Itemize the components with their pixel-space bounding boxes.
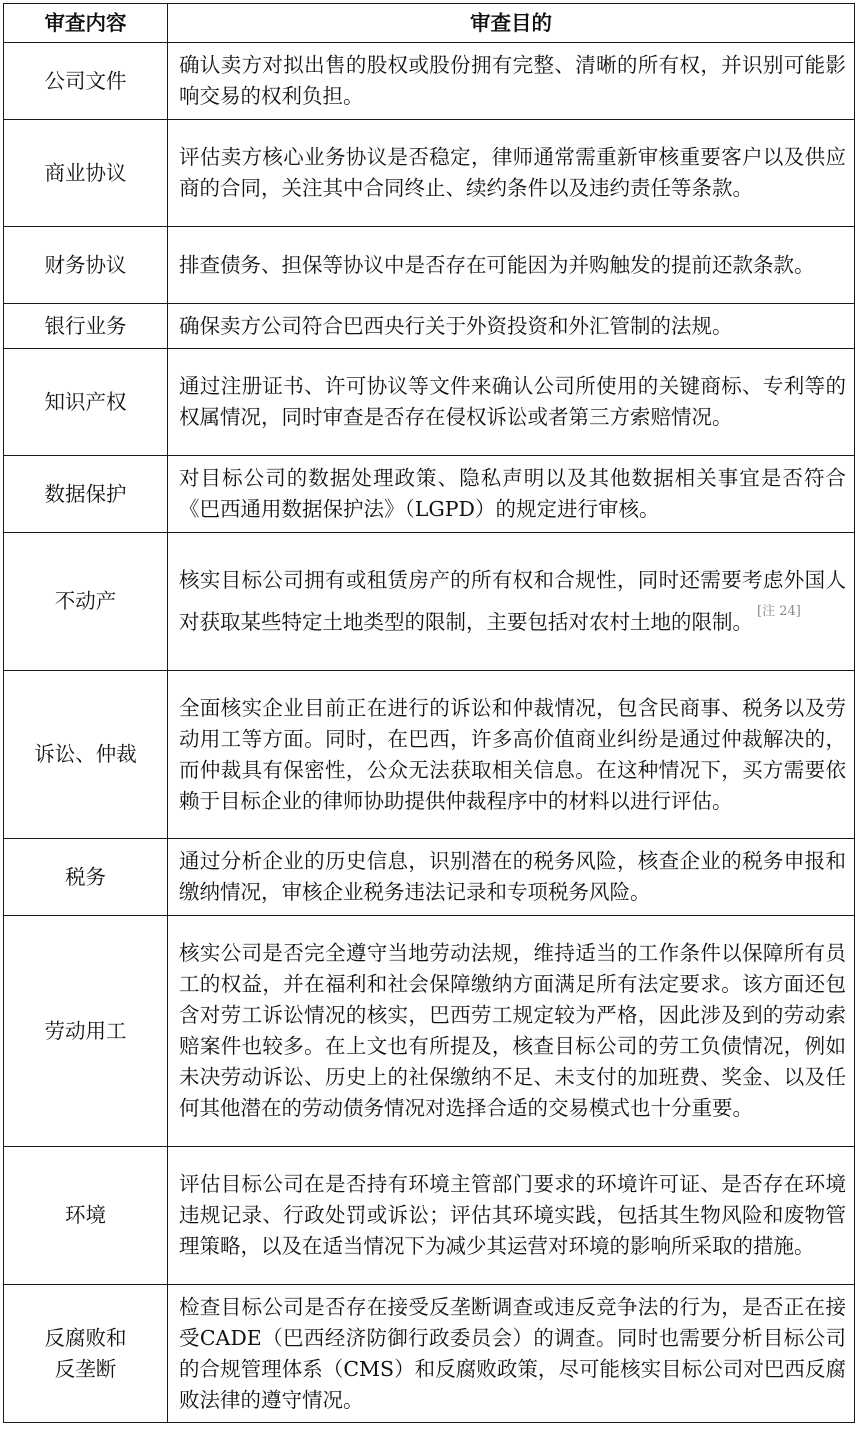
table-row: [4, 304, 855, 349]
row-purpose: 确认卖方对拟出售的股权或股份拥有完整、清晰的所有权，并识别可能影响交易的权利负担。: [168, 43, 855, 120]
table-row: [4, 671, 855, 839]
table-row: [4, 533, 855, 671]
table-row: [4, 839, 855, 916]
row-item: [4, 1285, 168, 1423]
row-purpose: 评估卖方核心业务协议是否稳定，律师通常需重新审核重要客户以及供应商的合同，关注其中合同终止、续约条件以及违约责任等条款。: [168, 120, 855, 227]
row-purpose: 全面核实企业目前正在进行的诉讼和仲裁情况，包含民商事、税务以及劳动用工等方面。同时，在巴西，许多高价值商业纠纷是通过仲裁解决的，而仲裁具有保密性，公众无法获取相关信息。在这种情况下，买方需要依赖于目标企业的律师协助提供仲裁程序中的材料以进行评估。: [168, 671, 855, 839]
row-item: 环境: [4, 1147, 168, 1285]
row-purpose-text: 核实目标公司拥有或租赁房产的所有权和合规性，同时还需要考虑外国人对获取某些特定土地类型的限制，主要包括对农村土地的限制。: [179, 568, 846, 634]
row-item: 劳动用工: [4, 916, 168, 1147]
table-row: [4, 349, 855, 456]
table-row: [4, 456, 855, 533]
row-purpose: [168, 533, 855, 671]
table-row: [4, 1285, 855, 1423]
row-purpose: 检查目标公司是否存在接受反垄断调查或违反竞争法的行为，是否正在接受CADE（巴西经济防御行政委员会）的调查。同时也需要分析目标公司的合规管理体系（CMS）和反腐败政策，尽可能核实目标公司对巴西反腐败法律的遵守情况。: [168, 1285, 855, 1423]
row-purpose: 评估目标公司在是否持有环境主管部门要求的环境许可证、是否存在环境违规记录、行政处罚或诉讼；评估其环境实践，包括其生物风险和废物管理策略，以及在适当情况下为减少其运营对环境的影响所采取的措施。: [168, 1147, 855, 1285]
table-row: [4, 916, 855, 1147]
row-purpose: 排查债务、担保等协议中是否存在可能因为并购触发的提前还款条款。: [168, 227, 855, 304]
header-review-item: 审查内容: [4, 4, 168, 43]
row-item: 银行业务: [4, 304, 168, 349]
row-item: 商业协议: [4, 120, 168, 227]
row-purpose: 核实公司是否完全遵守当地劳动法规，维持适当的工作条件以保障所有员工的权益，并在福利和社会保障缴纳方面满足所有法定要求。该方面还包含对劳工诉讼情况的核实，巴西劳工规定较为严格，因此涉及到的劳动索赔案件也较多。在上文也有所提及，核查目标公司的劳工负债情况，例如未决劳动诉讼、历史上的社保缴纳不足、未支付的加班费、奖金、以及任何其他潜在的劳动债务情况对选择合适的交易模式也十分重要。: [168, 916, 855, 1147]
row-item: 税务: [4, 839, 168, 916]
due-diligence-table: [3, 3, 855, 1423]
row-item-line: 反垄断: [54, 1356, 117, 1381]
row-item: 诉讼、仲裁: [4, 671, 168, 839]
row-purpose: 确保卖方公司符合巴西央行关于外资投资和外汇管制的法规。: [168, 304, 855, 349]
row-purpose: 通过注册证书、许可协议等文件来确认公司所使用的关键商标、专利等的权属情况，同时审查是否存在侵权诉讼或者第三方索赔情况。: [168, 349, 855, 456]
table-row: [4, 120, 855, 227]
footnote-reference[interactable]: [注 24]: [757, 604, 801, 619]
row-item: 公司文件: [4, 43, 168, 120]
table-header-row: [4, 4, 855, 43]
table-row: [4, 43, 855, 120]
row-item: 数据保护: [4, 456, 168, 533]
row-item-line: 反腐败和: [44, 1325, 127, 1350]
row-item: 财务协议: [4, 227, 168, 304]
table-row: [4, 227, 855, 304]
row-item: 知识产权: [4, 349, 168, 456]
row-item: 不动产: [4, 533, 168, 671]
table-row: [4, 1147, 855, 1285]
header-review-purpose: 审查目的: [168, 4, 855, 43]
row-purpose: 通过分析企业的历史信息，识别潜在的税务风险，核查企业的税务申报和缴纳情况，审核企业税务违法记录和专项税务风险。: [168, 839, 855, 916]
row-purpose: 对目标公司的数据处理政策、隐私声明以及其他数据相关事宜是否符合《巴西通用数据保护法》（LGPD）的规定进行审核。: [168, 456, 855, 533]
